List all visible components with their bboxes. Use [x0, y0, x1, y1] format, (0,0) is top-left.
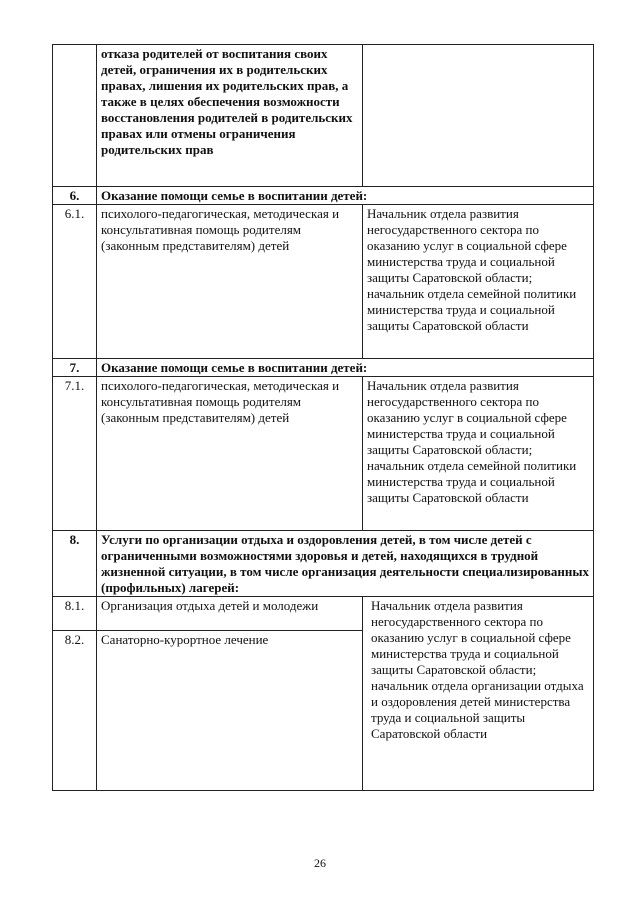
- service-cell: Санаторно-курортное лечение: [97, 631, 363, 791]
- section-row: [53, 359, 594, 377]
- section-number: 6.: [53, 187, 97, 205]
- row-number-cell: 8.2.: [53, 631, 97, 791]
- table-row: [53, 377, 594, 531]
- responsible-cell: Начальник отдела развития негосударственного сектора по оказанию услуг в социальной сфере министерства труда и социальной защиты Саратовской области; начальник отдела семейной политики министерства труда и социальной защиты Саратовской области: [363, 377, 594, 531]
- service-cell: отказа родителей от воспитания своих детей, ограничения их в родительских правах, лишения их родительских прав, а также в целях обеспечения возможности восстановления родителей в родительских правах или отмены ограничения родительских прав: [97, 45, 363, 187]
- row-number-cell: 6.1.: [53, 205, 97, 359]
- document-page: [52, 44, 593, 791]
- row-number-cell: [53, 45, 97, 187]
- responsible-cell: [363, 45, 594, 187]
- responsible-cell: Начальник отдела развития негосударственного сектора по оказанию услуг в социальной сфере министерства труда и социальной защиты Саратовской области; начальник отдела организации отдыха и оздоровления детей министерства труда и социальной защиты Саратовской области: [363, 597, 594, 791]
- page-number: 26: [314, 856, 326, 870]
- section-title: Услуги по организации отдыха и оздоровления детей, в том числе детей с ограниченными возможностями здоровья и детей, находящихся в трудной жизненной ситуации, в том числе организация деятельности специализированных (профильных) лагерей:: [97, 531, 594, 597]
- row-number-cell: 7.1.: [53, 377, 97, 531]
- table-row: [53, 597, 594, 631]
- section-number: 8.: [53, 531, 97, 597]
- section-row: [53, 531, 594, 597]
- section-number: 7.: [53, 359, 97, 377]
- responsible-cell: Начальник отдела развития негосударственного сектора по оказанию услуг в социальной сфере министерства труда и социальной защиты Саратовской области; начальник отдела семейной политики министерства труда и социальной защиты Саратовской области: [363, 205, 594, 359]
- table-row: [53, 45, 594, 187]
- section-title: Оказание помощи семье в воспитании детей:: [97, 359, 594, 377]
- service-cell: психолого-педагогическая, методическая и консультативная помощь родителям (законным представителям) детей: [97, 205, 363, 359]
- section-row: [53, 187, 594, 205]
- services-table: [52, 44, 594, 791]
- section-title: Оказание помощи семье в воспитании детей:: [97, 187, 594, 205]
- service-cell: Организация отдыха детей и молодежи: [97, 597, 363, 631]
- row-number-cell: 8.1.: [53, 597, 97, 631]
- table-row: [53, 205, 594, 359]
- service-cell: психолого-педагогическая, методическая и консультативная помощь родителям (законным представителям) детей: [97, 377, 363, 531]
